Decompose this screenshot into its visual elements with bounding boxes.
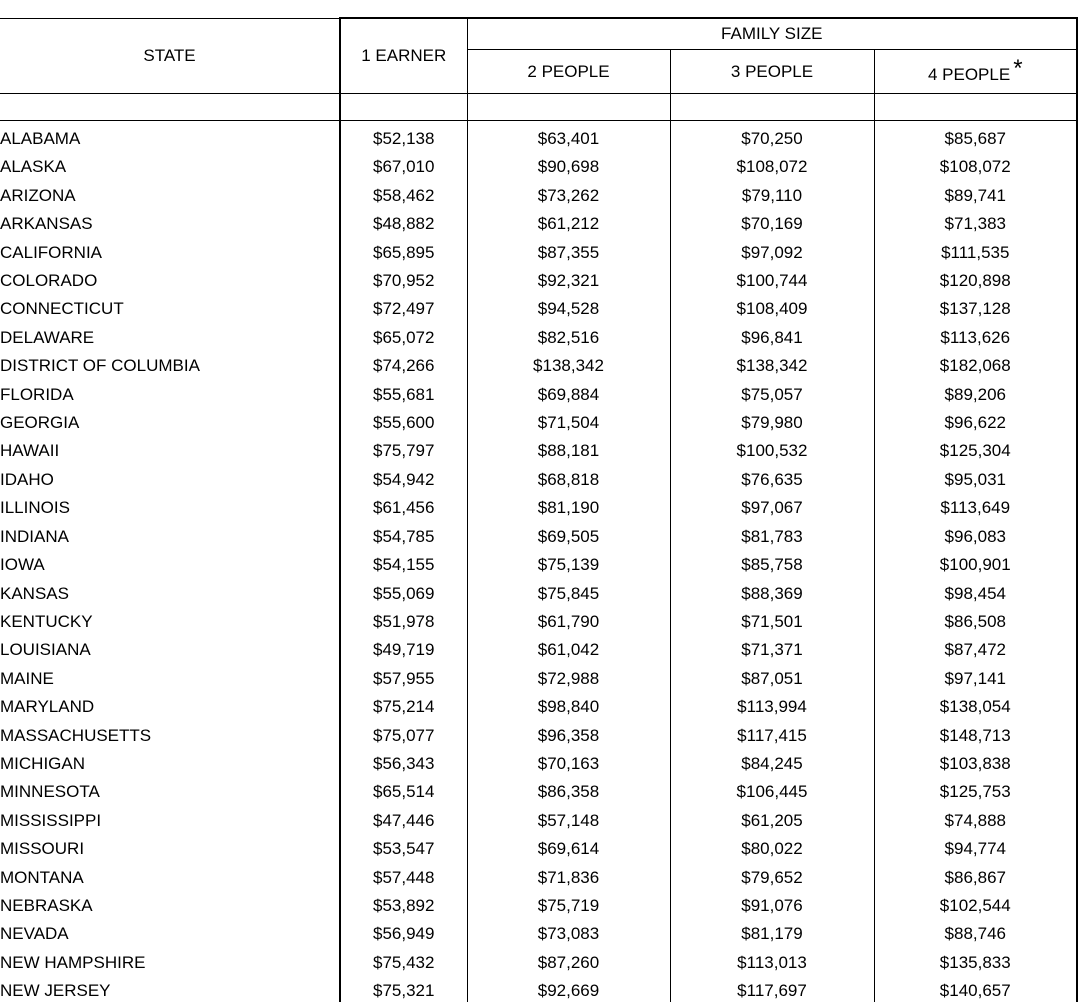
two-people-column-header: 2 PEOPLE	[467, 50, 670, 94]
one-earner-cell: $55,681	[340, 381, 467, 409]
one-earner-cell: $55,600	[340, 409, 467, 437]
state-cell: INDIANA	[0, 526, 69, 546]
three-people-cell: $75,057	[670, 381, 874, 409]
table-row	[0, 153, 1077, 181]
state-cell: MASSACHUSETTS	[0, 725, 152, 745]
table-row	[0, 267, 1077, 295]
four-people-cell: $135,833	[874, 949, 1077, 977]
two-people-cell: $138,342	[467, 352, 670, 380]
two-people-cell: $75,139	[467, 551, 670, 579]
table-row	[0, 949, 1077, 977]
three-people-cell: $70,250	[670, 121, 874, 154]
table-row	[0, 608, 1077, 636]
two-people-cell: $69,505	[467, 523, 670, 551]
state-cell: CALIFORNIA	[0, 242, 103, 262]
four-people-cell: $138,054	[874, 693, 1077, 721]
state-column-header: STATE	[0, 18, 340, 94]
two-people-cell: $73,083	[467, 920, 670, 948]
state-cell: COLORADO	[0, 271, 98, 291]
three-people-cell: $108,072	[670, 153, 874, 181]
two-people-cell: $92,321	[467, 267, 670, 295]
one-earner-cell: $74,266	[340, 352, 467, 380]
two-people-cell: $69,884	[467, 381, 670, 409]
one-earner-cell: $48,882	[340, 210, 467, 238]
state-cell: MICHIGAN	[0, 753, 85, 773]
family-size-group-header: FAMILY SIZE	[467, 18, 1077, 50]
three-people-column-header: 3 PEOPLE	[670, 50, 874, 94]
four-people-cell: $96,083	[874, 523, 1077, 551]
state-cell: NEW JERSEY	[0, 981, 111, 1001]
three-people-cell: $87,051	[670, 665, 874, 693]
state-cell: MARYLAND	[0, 697, 95, 717]
table-row	[0, 409, 1077, 437]
three-people-cell: $81,783	[670, 523, 874, 551]
four-people-cell: $74,888	[874, 807, 1077, 835]
table-row	[0, 466, 1077, 494]
one-earner-cell: $54,155	[340, 551, 467, 579]
table-row	[0, 324, 1077, 352]
two-people-cell: $68,818	[467, 466, 670, 494]
three-people-cell: $100,744	[670, 267, 874, 295]
three-people-cell: $79,110	[670, 182, 874, 210]
four-people-cell: $125,304	[874, 437, 1077, 465]
table-row	[0, 182, 1077, 210]
state-cell: IOWA	[0, 555, 45, 575]
table-row	[0, 750, 1077, 778]
state-cell: DELAWARE	[0, 327, 95, 347]
spacer-cell	[874, 94, 1077, 121]
three-people-cell: $71,371	[670, 636, 874, 664]
income-by-family-size-table	[0, 17, 1078, 1002]
table-row	[0, 920, 1077, 948]
three-people-cell: $81,179	[670, 920, 874, 948]
three-people-cell: $97,067	[670, 494, 874, 522]
table-row	[0, 352, 1077, 380]
table-body	[0, 94, 1077, 1002]
header-spacer-row	[0, 94, 1077, 121]
table-row	[0, 381, 1077, 409]
state-cell: DISTRICT OF COLUMBIA	[0, 356, 200, 376]
state-cell: FLORIDA	[0, 384, 74, 404]
three-people-cell: $91,076	[670, 892, 874, 920]
table-row	[0, 864, 1077, 892]
state-cell: MAINE	[0, 668, 54, 688]
table-row	[0, 722, 1077, 750]
four-people-cell: $95,031	[874, 466, 1077, 494]
four-people-cell: $96,622	[874, 409, 1077, 437]
one-earner-cell: $56,343	[340, 750, 467, 778]
two-people-cell: $90,698	[467, 153, 670, 181]
table-row	[0, 437, 1077, 465]
four-people-cell: $89,741	[874, 182, 1077, 210]
one-earner-cell: $49,719	[340, 636, 467, 664]
two-people-cell: $96,358	[467, 722, 670, 750]
two-people-cell: $81,190	[467, 494, 670, 522]
four-people-cell: $111,535	[874, 239, 1077, 267]
table-header	[0, 18, 1077, 94]
four-people-cell: $97,141	[874, 665, 1077, 693]
two-people-cell: $61,790	[467, 608, 670, 636]
state-cell: MINNESOTA	[0, 782, 100, 802]
one-earner-column-header: 1 EARNER	[340, 18, 467, 94]
three-people-cell: $97,092	[670, 239, 874, 267]
table-row	[0, 892, 1077, 920]
three-people-cell: $113,013	[670, 949, 874, 977]
two-people-cell: $92,669	[467, 977, 670, 1002]
one-earner-cell: $54,942	[340, 466, 467, 494]
one-earner-cell: $70,952	[340, 267, 467, 295]
two-people-cell: $75,845	[467, 580, 670, 608]
three-people-cell: $88,369	[670, 580, 874, 608]
spacer-cell	[467, 94, 670, 121]
three-people-cell: $117,415	[670, 722, 874, 750]
two-people-cell: $88,181	[467, 437, 670, 465]
two-people-cell: $87,260	[467, 949, 670, 977]
four-people-cell: $108,072	[874, 153, 1077, 181]
three-people-cell: $138,342	[670, 352, 874, 380]
state-cell: ALASKA	[0, 157, 67, 177]
table-row	[0, 523, 1077, 551]
one-earner-cell: $65,895	[340, 239, 467, 267]
four-people-cell: $94,774	[874, 835, 1077, 863]
one-earner-cell: $65,072	[340, 324, 467, 352]
four-people-cell: $89,206	[874, 381, 1077, 409]
one-earner-cell: $52,138	[340, 121, 467, 154]
four-people-cell: $71,383	[874, 210, 1077, 238]
two-people-cell: $63,401	[467, 121, 670, 154]
four-people-cell: $87,472	[874, 636, 1077, 664]
two-people-cell: $75,719	[467, 892, 670, 920]
one-earner-cell: $61,456	[340, 494, 467, 522]
state-cell: NEVADA	[0, 924, 69, 944]
four-people-cell: $86,867	[874, 864, 1077, 892]
state-cell: MISSOURI	[0, 839, 85, 859]
table-row	[0, 636, 1077, 664]
table-row	[0, 551, 1077, 579]
two-people-cell: $72,988	[467, 665, 670, 693]
two-people-cell: $71,504	[467, 409, 670, 437]
state-cell: ALABAMA	[0, 129, 81, 148]
three-people-cell: $76,635	[670, 466, 874, 494]
four-people-cell: $182,068	[874, 352, 1077, 380]
two-people-cell: $69,614	[467, 835, 670, 863]
three-people-cell: $117,697	[670, 977, 874, 1002]
state-cell: KENTUCKY	[0, 611, 93, 631]
four-people-cell: $120,898	[874, 267, 1077, 295]
table-row	[0, 239, 1077, 267]
one-earner-cell: $75,321	[340, 977, 467, 1002]
three-people-cell: $80,022	[670, 835, 874, 863]
two-people-cell: $70,163	[467, 750, 670, 778]
four-people-cell: $85,687	[874, 121, 1077, 154]
state-cell: CONNECTICUT	[0, 299, 124, 319]
one-earner-cell: $51,978	[340, 608, 467, 636]
four-people-cell: $98,454	[874, 580, 1077, 608]
three-people-cell: $61,205	[670, 807, 874, 835]
one-earner-cell: $56,949	[340, 920, 467, 948]
table-row	[0, 121, 1077, 154]
two-people-cell: $86,358	[467, 778, 670, 806]
spacer-cell	[670, 94, 874, 121]
spacer-cell	[340, 94, 467, 121]
four-people-cell: $148,713	[874, 722, 1077, 750]
one-earner-cell: $53,547	[340, 835, 467, 863]
three-people-cell: $79,980	[670, 409, 874, 437]
four-people-cell: $100,901	[874, 551, 1077, 579]
state-cell: NEW HAMPSHIRE	[0, 952, 146, 972]
two-people-cell: $71,836	[467, 864, 670, 892]
table-row	[0, 494, 1077, 522]
table-row	[0, 693, 1077, 721]
two-people-cell: $94,528	[467, 295, 670, 323]
table-row	[0, 778, 1077, 806]
table-row	[0, 580, 1077, 608]
state-cell: IDAHO	[0, 469, 54, 489]
three-people-cell: $96,841	[670, 324, 874, 352]
table-row	[0, 835, 1077, 863]
three-people-cell: $84,245	[670, 750, 874, 778]
two-people-cell: $98,840	[467, 693, 670, 721]
one-earner-cell: $57,448	[340, 864, 467, 892]
one-earner-cell: $75,077	[340, 722, 467, 750]
one-earner-cell: $57,955	[340, 665, 467, 693]
three-people-cell: $106,445	[670, 778, 874, 806]
two-people-cell: $61,212	[467, 210, 670, 238]
state-cell: HAWAII	[0, 441, 60, 461]
two-people-cell: $82,516	[467, 324, 670, 352]
two-people-cell: $73,262	[467, 182, 670, 210]
table-row	[0, 295, 1077, 323]
four-people-cell: $113,626	[874, 324, 1077, 352]
spacer-cell	[0, 94, 340, 121]
one-earner-cell: $75,432	[340, 949, 467, 977]
three-people-cell: $108,409	[670, 295, 874, 323]
four-people-cell: $113,649	[874, 494, 1077, 522]
one-earner-cell: $65,514	[340, 778, 467, 806]
state-cell: MONTANA	[0, 867, 84, 887]
four-people-cell: $88,746	[874, 920, 1077, 948]
table-row	[0, 807, 1077, 835]
three-people-cell: $85,758	[670, 551, 874, 579]
two-people-cell: $87,355	[467, 239, 670, 267]
state-cell: NEBRASKA	[0, 895, 93, 915]
state-cell: GEORGIA	[0, 413, 80, 433]
three-people-cell: $71,501	[670, 608, 874, 636]
four-people-cell: $86,508	[874, 608, 1077, 636]
state-cell: ARIZONA	[0, 185, 76, 205]
one-earner-cell: $58,462	[340, 182, 467, 210]
three-people-cell: $79,652	[670, 864, 874, 892]
one-earner-cell: $75,797	[340, 437, 467, 465]
one-earner-cell: $67,010	[340, 153, 467, 181]
table-row	[0, 210, 1077, 238]
table-row	[0, 977, 1077, 1002]
four-people-cell: $140,657	[874, 977, 1077, 1002]
state-cell: MISSISSIPPI	[0, 810, 102, 830]
three-people-cell: $70,169	[670, 210, 874, 238]
one-earner-cell: $53,892	[340, 892, 467, 920]
three-people-cell: $100,532	[670, 437, 874, 465]
table-row	[0, 665, 1077, 693]
four-people-cell: $103,838	[874, 750, 1077, 778]
state-cell: ILLINOIS	[0, 498, 70, 518]
four-people-column-header	[874, 50, 1077, 94]
four-people-label: 4 PEOPLE	[927, 65, 1011, 84]
four-people-cell: $137,128	[874, 295, 1077, 323]
one-earner-cell: $54,785	[340, 523, 467, 551]
state-cell: LOUISIANA	[0, 640, 91, 660]
four-people-cell: $102,544	[874, 892, 1077, 920]
state-cell: KANSAS	[0, 583, 69, 603]
one-earner-cell: $55,069	[340, 580, 467, 608]
two-people-cell: $61,042	[467, 636, 670, 664]
two-people-cell: $57,148	[467, 807, 670, 835]
one-earner-cell: $75,214	[340, 693, 467, 721]
one-earner-cell: $47,446	[340, 807, 467, 835]
state-cell: ARKANSAS	[0, 214, 93, 234]
four-people-cell: $125,753	[874, 778, 1077, 806]
one-earner-cell: $72,497	[340, 295, 467, 323]
three-people-cell: $113,994	[670, 693, 874, 721]
footnote-marker: *	[1013, 55, 1023, 82]
